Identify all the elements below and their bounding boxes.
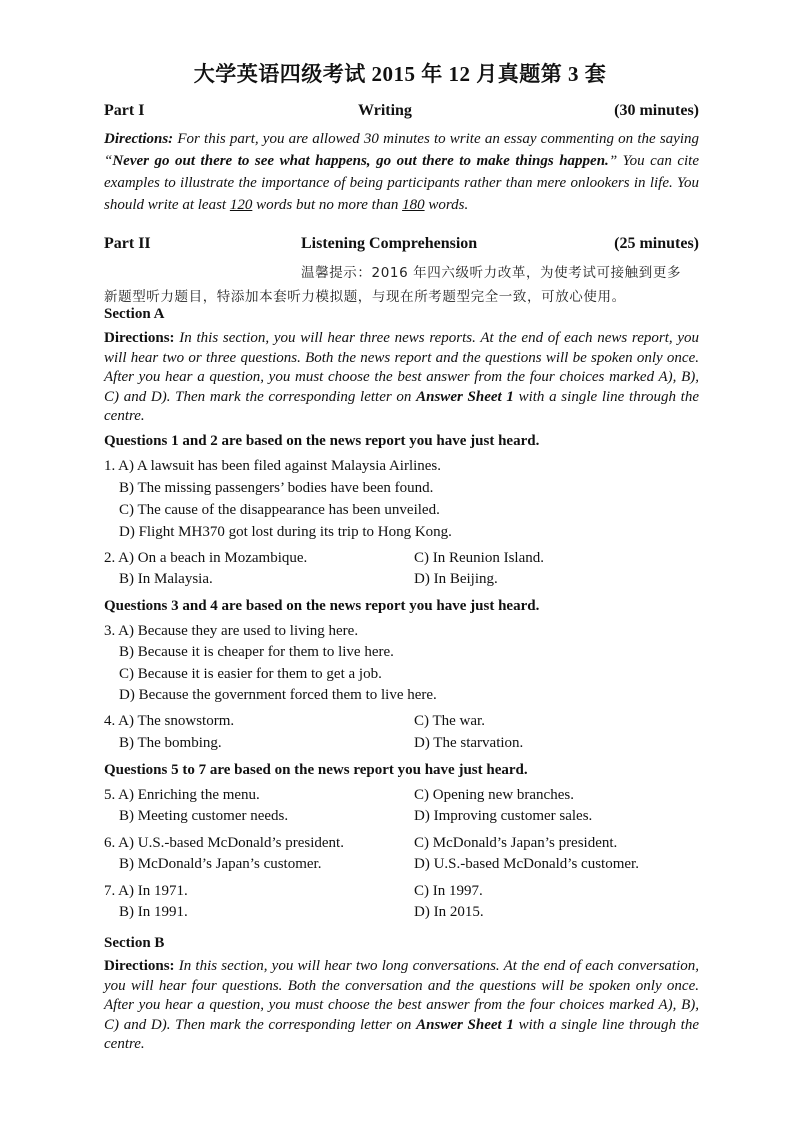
q7-option-d: D) In 2015.	[414, 904, 484, 920]
q5-option-b: B) Meeting customer needs.	[119, 808, 289, 824]
q3-option-c: C) Because it is easier for them to get a job.	[119, 666, 382, 682]
question-group-header: Questions 1 and 2 are based on the news report you have just heard.	[104, 433, 540, 449]
part1-directions-label: Directions:	[104, 131, 174, 147]
q2-option-c: C) In Reunion Island.	[414, 550, 544, 566]
q5-option-a: 5. A) Enriching the menu.	[104, 787, 260, 803]
section-a-directions-text: In this section, you will hear three news reports. At the end of each news report, you will hear two or three questions. Both the news report and the questions will be spoken only once. After you hear a question, you must choose the best answer from the four choices marked A), B), C) and D). Then mark the corresponding letter on	[104, 330, 699, 405]
part1-label: Part I	[104, 102, 145, 119]
q1-option-d: D) Flight MH370 got lost during its trip to Hong Kong.	[119, 524, 452, 540]
page-title: 大学英语四级考试 2015 年 12 月真题第 3 套	[193, 62, 607, 86]
section-b-title: Section B	[104, 935, 165, 951]
q7-option-a: 7. A) In 1971.	[104, 883, 188, 899]
q1-option-a: 1. A) A lawsuit has been filed against Malaysia Airlines.	[104, 458, 442, 474]
q4-option-a: 4. A) The snowstorm.	[104, 713, 235, 729]
question-group-header: Questions 3 and 4 are based on the news report you have just heard.	[104, 598, 540, 614]
part1-time: (30 minutes)	[614, 102, 699, 119]
q4-option-d: D) The starvation.	[414, 735, 524, 751]
q2-option-d: D) In Beijing.	[414, 571, 498, 587]
essay-quote: Never go out there to see what happens, go out there to make things happen.	[112, 153, 609, 169]
part1-directions-text-2: ” You can cite examples to illustrate the importance of being participants rather than mere onlookers in life. You should write at least	[104, 153, 699, 213]
q4-option-c: C) The war.	[414, 713, 485, 729]
q7-option-c: C) In 1997.	[414, 883, 483, 899]
part1-header	[104, 102, 699, 122]
part1-name: Writing	[358, 102, 412, 119]
q6-option-b: B) McDonald’s Japan’s customer.	[119, 856, 322, 872]
section-b-directions-end: with a single line through the centre.	[104, 1016, 700, 1052]
section-b-directions-label: Directions:	[104, 958, 175, 974]
section-a-directions	[104, 329, 699, 427]
question-group-header: Questions 5 to 7 are based on the news report you have just heard.	[104, 762, 528, 778]
q6-option-c: C) McDonald’s Japan’s president.	[414, 835, 618, 851]
notice-line-2: 新题型听力题目，特添加本套听力模拟题，与现在所考题型完全一致，可放心使用。	[104, 289, 626, 305]
section-b-directions-text: In this section, you will hear two long conversations. At the end of each conversation, you will hear four questions. Both the conversation and the questions will be spoken only once. After you hear a question, you must choose the best answer from the four choices marked A), B), C) and D). Then mark the corresponding letter on	[104, 958, 699, 1033]
q1-option-b: B) The missing passengers’ bodies have been found.	[119, 480, 434, 496]
part2-name: Listening Comprehension	[301, 235, 478, 252]
min-words: 120	[229, 197, 253, 213]
q2-option-a: 2. A) On a beach in Mozambique.	[104, 550, 308, 566]
q5-option-c: C) Opening new branches.	[414, 787, 574, 803]
max-words: 180	[402, 197, 425, 213]
part1-directions-text-3: words but no more than	[252, 197, 403, 213]
notice-line-1: 温馨提示：2016 年四六级听力改革，为使考试可接触到更多	[301, 265, 682, 281]
section-b-directions	[104, 957, 699, 1055]
section-a-directions-label: Directions:	[104, 330, 175, 346]
section-a-title: Section A	[104, 306, 165, 322]
q1-option-c: C) The cause of the disappearance has been unveiled.	[119, 502, 440, 518]
section-a-directions-end: with a single line through the centre.	[104, 388, 700, 424]
q3-option-d: D) Because the government forced them to live here.	[119, 687, 437, 703]
part1-directions	[104, 128, 699, 216]
answer-sheet-ref: Answer Sheet 1	[416, 1016, 514, 1033]
answer-sheet-ref: Answer Sheet 1	[416, 388, 514, 405]
q2-option-b: B) In Malaysia.	[119, 571, 213, 587]
q3-option-b: B) Because it is cheaper for them to live here.	[119, 644, 394, 660]
q7-option-b: B) In 1991.	[119, 904, 188, 920]
part1-directions-text: For this part, you are allowed 30 minutes to write an essay commenting on the saying “	[104, 131, 699, 169]
q6-option-a: 6. A) U.S.-based McDonald’s president.	[104, 835, 344, 851]
q3-option-a: 3. A) Because they are used to living here.	[104, 623, 359, 639]
part2-label: Part II	[104, 235, 151, 252]
part2-time: (25 minutes)	[614, 235, 699, 252]
q4-option-b: B) The bombing.	[119, 735, 222, 751]
part2-header	[104, 235, 699, 255]
q6-option-d: D) U.S.-based McDonald’s customer.	[414, 856, 639, 872]
part1-directions-text-4: words.	[424, 197, 469, 213]
q5-option-d: D) Improving customer sales.	[414, 808, 593, 824]
